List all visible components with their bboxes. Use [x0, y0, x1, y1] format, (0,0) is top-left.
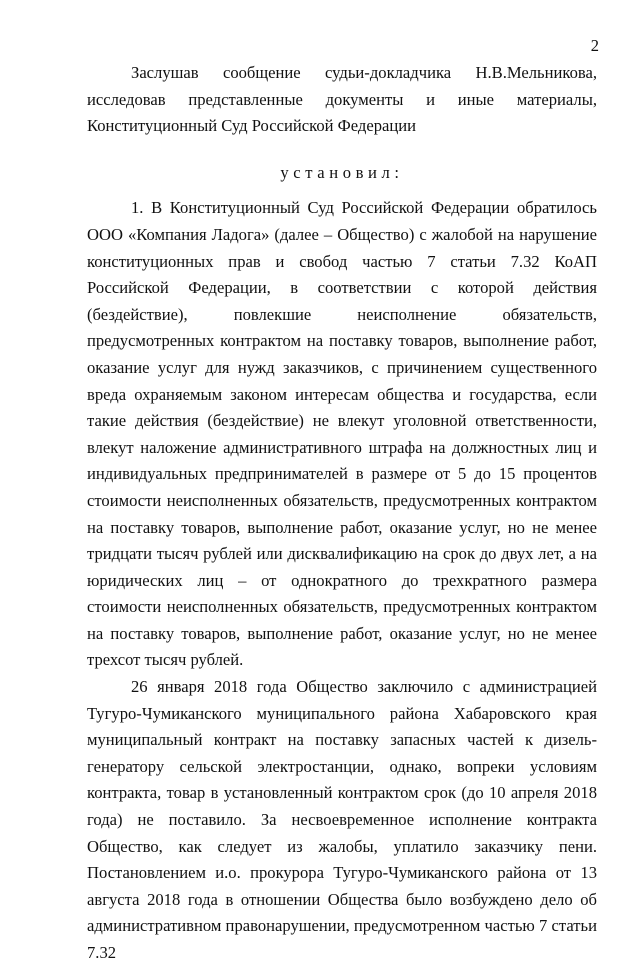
ruling-heading: установил: — [280, 162, 404, 182]
page-number: 2 — [590, 36, 599, 55]
document-body — [87, 60, 597, 967]
intro-paragraph: Заслушав сообщение судьи-докладчика Н.В.Мельникова, исследовав представленные документы и иные материалы, Конституционный Суд Российской Федерации — [87, 63, 597, 136]
paragraph-1: 1. В Конституционный Суд Российской Федерации обратилось ООО «Компания Ладога» (далее – Общество) с жалобой на нарушение конституционных прав и свобод частью 7 статьи 7.32 КоАП Российской Федерации, в соответствии с которой действия (бездействие), повлекшие неисполнение обязательств, предусмотренных контрактом на поставку товаров, выполнение работ, оказание услуг для нужд заказчиков, с причинением существенного вреда охраняемым законом интересам общества и государства, если такие действия (бездействие) не влекут уголовной ответственности, влекут наложение административного штрафа на должностных лиц и индивидуальных предпринимателей в размере от 5 до 15 процентов стоимости неисполненных обязательств, предусмотренных контрактом на поставку товаров, выполнение работ, оказание услуг, но не менее тридцати тысяч рублей или дисквалификацию на срок до двух лет, а на юридических лиц – от однократного до трехкратного размера стоимости неисполненных обязательств, предусмотренных контрактом на поставку товаров, выполнение работ, оказание услуг, но не менее трехсот тысяч рублей. — [87, 198, 597, 670]
paragraph-2: 26 января 2018 года Общество заключило с администрацией Тугуро-Чумиканского муниципального района Хабаровского края муниципальный контракт на поставку запасных частей к дизель-генератору сельской электростанции, однако, вопреки условиям контракта, товар в установленный контрактом срок (до 10 апреля 2018 года) не поставило. За несвоевременное исполнение контракта Общество, как следует из жалобы, уплатило заказчику пени. Постановлением и.о. прокурора Тугуро-Чумиканского района от 13 августа 2018 года в отношении Общества было возбуждено дело об административном правонарушении, предусмотренном частью 7 статьи 7.32 — [87, 677, 597, 962]
